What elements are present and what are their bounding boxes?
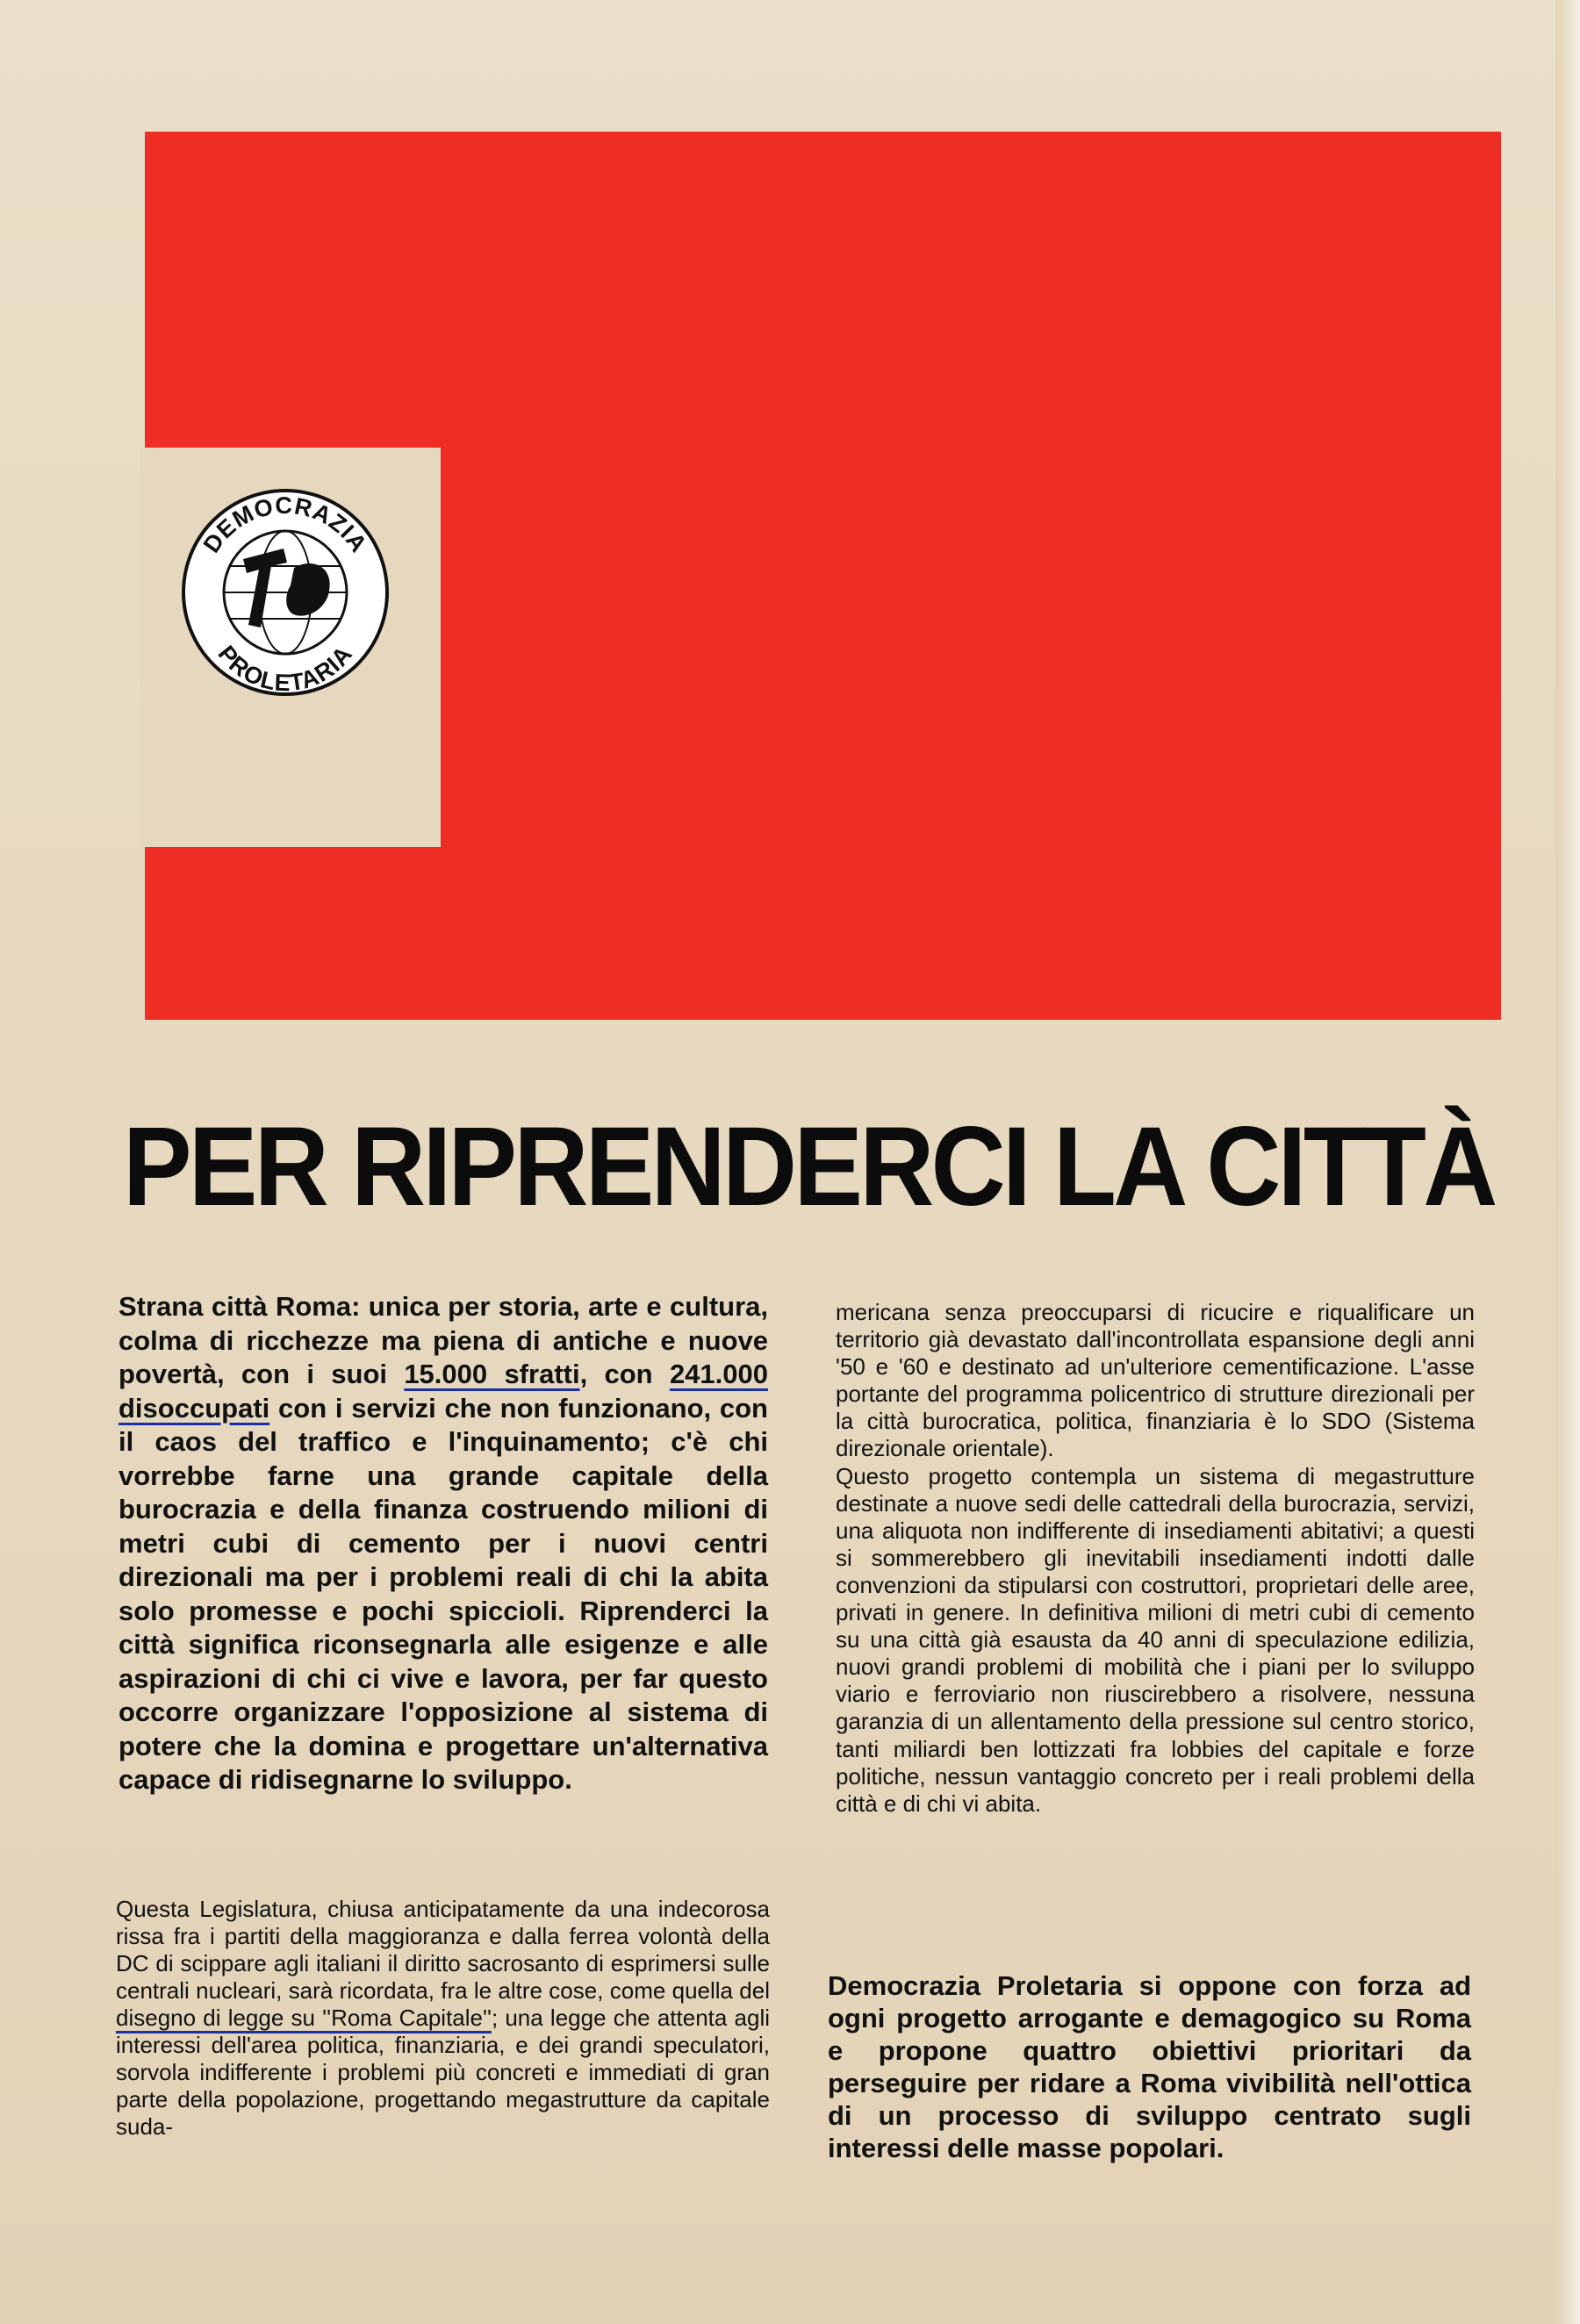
body-right-column [836,1299,1475,1818]
intro-paragraph: Strana città Roma: unica per storia, arte e cultura, colma di ricchezze ma piena di antiche e nuove povertà, con i suoi 15.000 sfratti, con 241.000 disoccupati con i servizi che non funzionano, con il caos del traffico e l'inquinamento; c'è chi vorrebbe farne una grande capitale della burocrazia e della finanza costruendo milioni di metri cubi di cemento per i nuovi centri direzionali ma per i problemi reali di chi la abita solo promesse e pochi spiccioli. Riprenderci la città significa riconsegnarla alle esigenze e alle aspirazioni di chi ci vive e lavora, per far questo occorre organizzare l'opposizione al sistema di potere che la domina e progettare un'alternativa capace di ridisegnarne lo sviluppo. [118,1291,768,1795]
democrazia-proletaria-logo [180,487,391,698]
closing-statement: Democrazia Proletaria si oppone con forza ad ogni progetto arrogante e demagogico su Roma e propone quattro obiettivi prioritari da perseguire per ridare a Roma vivibilità nell'ottica di un processo di sviluppo centrato sugli interessi delle masse popolari. [828,1970,1471,2163]
body-right-paragraph-1: mericana senza preoccuparsi di ricucire e riqualificare un territorio già devastato dall'incontrollata espansione degli anni '50 e '60 e destinato ad un'ulteriore cementificazione. L'asse portante del programma policentrico di strutture direzionali per la città burocratica, politica, finanziaria è lo SDO (Sistema direzionale orientale). [836,1299,1475,1462]
unemployed-highlight: 241.000 disoccupati [118,1359,768,1424]
body-left-paragraph: Questa Legislatura, chiusa anticipatamente da una indecorosa rissa fra i partiti della maggioranza e dalla ferrea volontà della DC di scippare agli italiani il diritto sacrosanto di esprimersi sulle centrali nucleari, sarà ricordata, fra le altre cose, come quella del disegno di legge su ''Roma Capitale''; una legge che attenta agli interessi dell'area politica, finanziaria, e dei grandi speculatori, sorvola indifferente i problemi più concreti e immediati di gran parte della popolazione, progettando megastrutture da capitale suda- [116,1896,770,2140]
evictions-highlight: 15.000 sfratti [404,1359,580,1389]
svg-text:DEMOCRAZIA: DEMOCRAZIA [198,491,373,558]
svg-text:PROLETARIA: PROLETARIA [212,640,358,697]
roma-capitale-highlight: disegno di legge su ''Roma Capitale'' [116,2005,492,2031]
body-right-paragraph-2: Questo progetto contempla un sistema di megastrutture destinate a nuove sedi delle cattedrali della burocrazia, servizi, una aliquota non indifferente di insediamenti abitativi; a questi si sommerebbero gli inevitabili insediamenti indotti dalle convenzioni da stipularsi con costruttori, proprietari delle aree, privati in genere. In definitiva milioni di metri cubi di cemento su una città già esausta da 40 anni di speculazione edilizia, nuovi grandi problemi di mobilità che i piani per lo sviluppo viario e ferroviario non riuscirebbero a risolvere, nessuna garanzia di un allentamento della pressione sul centro storico, tanti miliardi ben lottizzati fra lobbies del capitale e forze politiche, nessun vantaggio concreto per i reali problemi della città e di chi vi abita. [836,1462,1475,1817]
paper-edge [1555,0,1580,2324]
page-headline: PER RIPRENDERCI LA CITTÀ [123,1104,1495,1230]
